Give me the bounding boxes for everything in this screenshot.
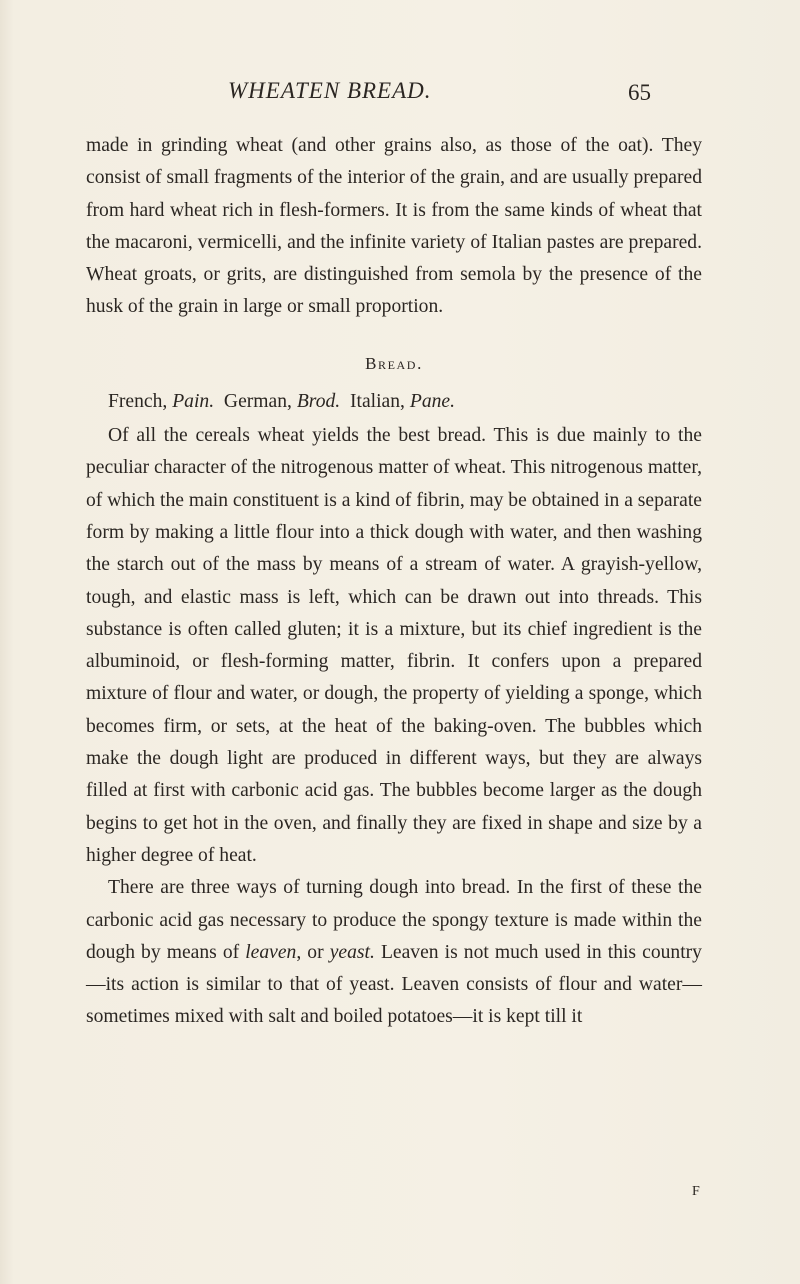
bread-names-line: [86, 386, 702, 418]
paragraph-ways-part-1: There are three ways of turning dough into bread. In the first of these the carbonic acid gas necessary to produce the spongy texture is made within the dough by means of: [86, 877, 702, 963]
italian-label: Italian,: [350, 390, 405, 412]
paragraph-gluten: Of all the cereals wheat yields the best bread. This is due mainly to the peculiar character of the nitrogenous matter of wheat. This nitrogenous matter, of which the main constituent is a kind of fibrin, may be obtained in a separate form by making a little flour into a thick dough with water, and then washing the starch out of the mass by means of a stream of water. A grayish-yellow, tough, and elastic mass is left, which can be drawn out into threads. This substance is often called gluten; it is a mixture, but its chief ingredient is the albuminoid, or flesh-forming matter, fibrin. It confers upon a prepared mixture of flour and water, or dough, the property of yielding a sponge, which becomes firm, or sets, at the heat of the baking-oven. The bubbles which make the dough light are produced in different ways, but they are always filled at first with carbonic acid gas. The bubbles become larger as the dough begins to get hot in the oven, and finally they are fixed in shape and size by a higher degree of heat.: [86, 425, 702, 866]
signature-mark: F: [692, 1184, 700, 1199]
paragraph-ways: [86, 872, 702, 1033]
german-label: German,: [223, 390, 292, 412]
paragraph-ways-part-2: Leaven is not much used in this country—its action is similar to that of yeast. Leaven consists of flour and water—sometimes mixed with salt and boiled potatoes—it is kept till it: [86, 941, 702, 1028]
french-label: French,: [108, 390, 168, 412]
german-word: Brod.: [296, 390, 341, 412]
paragraph-continued: made in grinding wheat (and other grains also, as those of the oat). They consist of small fragments of the interior of the grain, and are usually prepared from hard wheat rich in flesh-formers. It is from the same kinds of wheat that the macaroni, vermicelli, and the infinite variety of Italian pastes are prepared. Wheat groats, or grits, are distinguished from semola by the presence of the husk of the grain in large or small proportion.: [86, 135, 702, 318]
leaven-term: leaven: [245, 941, 297, 963]
italian-word: Pane.: [409, 390, 456, 412]
french-word: Pain.: [172, 390, 215, 412]
yeast-term: yeast.: [329, 941, 375, 963]
running-head-title: WHEATEN BREAD.: [228, 78, 432, 103]
or-word: , or: [296, 941, 324, 963]
body-text: [86, 130, 702, 1034]
section-heading: Bread.: [365, 353, 423, 373]
page-number: 65: [628, 80, 651, 105]
